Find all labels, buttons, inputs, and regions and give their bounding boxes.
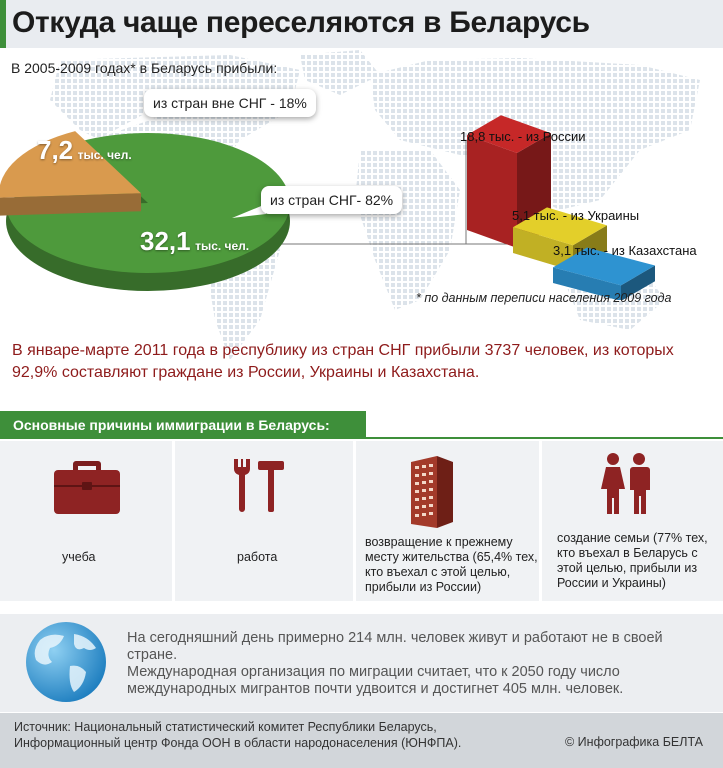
copyright: © Инфографика БЕЛТА: [565, 735, 704, 749]
reason-label-family: создание семьи (77% тех, кто въехал в Беларусь с этой целью, прибыли из России и Украины): [557, 531, 708, 590]
source-text: [14, 719, 461, 751]
block-russia-front: [467, 135, 517, 248]
chart-subtitle: В 2005-2009 годах* в Беларусь прибыли:: [11, 60, 278, 76]
footnote: * по данным переписи населения 2009 года: [416, 291, 672, 305]
page-title: Откуда чаще переселяются в Беларусь: [12, 6, 590, 39]
info-line-1: На сегодняшний день примерно 214 млн. человек живут и работают не в своей стране.: [127, 630, 663, 663]
reasons-divider: [366, 437, 723, 439]
highlight-text: В январе-марте 2011 года в республику из стран СНГ прибыли 3737 человек, из которых 92,9% составляют граждане из России, Украины и Казахстана.: [12, 342, 674, 381]
briefcase-icon: [52, 455, 122, 517]
globe-icon: [22, 620, 112, 704]
source-line-1: Источник: Национальный статистический комитет Республики Беларусь,: [14, 720, 437, 734]
noncis-callout: из стран вне СНГ - 18%: [144, 89, 316, 117]
reasons-title: Основные причины иммиграции в Беларусь:: [13, 417, 330, 433]
reason-label-return: возвращение к прежнему месту жительства (65,4% тех, кто въехал с этой целью, прибыли из России): [365, 535, 538, 594]
info-line-2: Международная организация по миграции считает, что к 2050 году число международных мигрантов почти удвоится и достигнет 405 млн. человек.: [127, 664, 624, 697]
tools-icon: [228, 455, 290, 517]
reason-label-work: работа: [237, 550, 278, 564]
bar-label-ukraine: 5,1 тыс. - из Украины: [512, 208, 640, 223]
cis-value: 32,1: [140, 226, 191, 256]
noncis-value: 7,2: [37, 135, 74, 165]
couple-icon: [598, 452, 654, 516]
cis-callout: из стран СНГ- 82%: [261, 186, 402, 214]
source-line-2: Информационный центр Фонда ООН в области народонаселения (ЮНФПА).: [14, 736, 462, 750]
reason-label-study: учеба: [62, 550, 96, 564]
cis-unit: тыс. чел.: [195, 239, 250, 253]
noncis-unit: тыс. чел.: [77, 148, 132, 162]
bar-label-russia: 18,8 тыс. - из России: [460, 129, 586, 144]
building-icon: [407, 452, 457, 530]
info-text: [127, 630, 687, 698]
bar-label-kazakhstan: 3,1 тыс. - из Казахстана: [553, 243, 697, 258]
